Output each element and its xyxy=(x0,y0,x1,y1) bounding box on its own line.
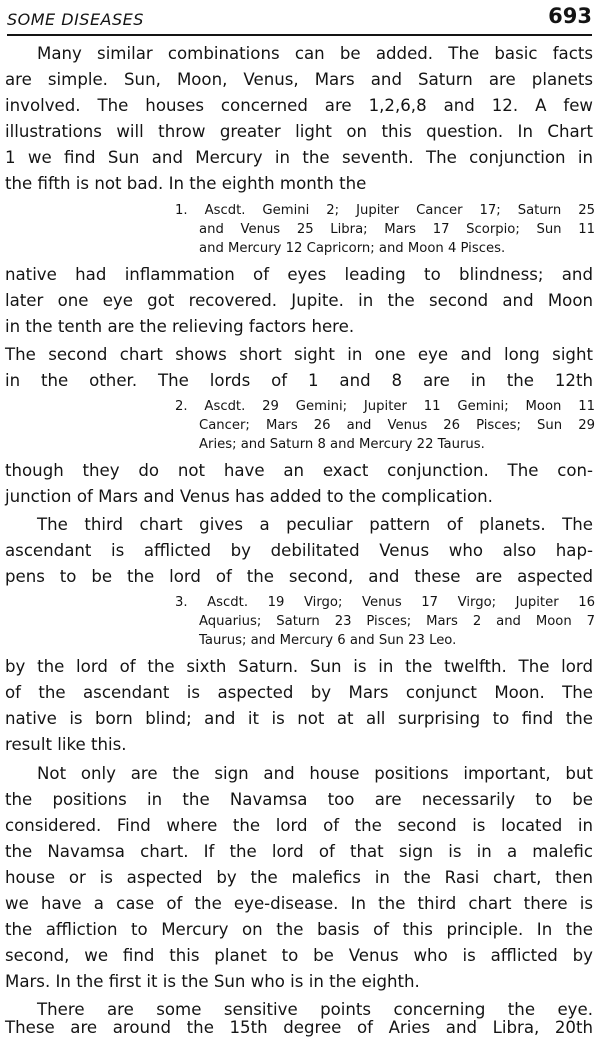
body-text-line: second, we find this planet to be Venus who is afflicted by xyxy=(5,946,593,965)
body-text-line: in the other. The lords of 1 and 8 are in the 12th xyxy=(5,371,593,390)
body-text-line: Many similar combinations can be added. The basic facts xyxy=(37,44,593,63)
body-text-line: result like this. xyxy=(5,735,127,754)
chart-note-line: 3. Ascdt. 19 Virgo; Venus 17 Virgo; Jupiter 16 xyxy=(175,595,595,610)
body-text-line: the affliction to Mercury on the basis of this principle. In the xyxy=(5,920,593,939)
body-text-line: 1 we find Sun and Mercury in the seventh. The conjunction in xyxy=(5,148,593,167)
body-text-line: house or is aspected by the malefics in the Rasi chart, then xyxy=(5,868,593,887)
body-text-line: Mars. In the first it is the Sun who is in the eighth. xyxy=(5,972,420,991)
body-text-line: we have a case of the eye-disease. In the third chart there is xyxy=(5,894,593,913)
page-header xyxy=(7,4,592,32)
body-text-line: the Navamsa chart. If the lord of that sign is in a malefic xyxy=(5,842,593,861)
body-text-line: native had inflammation of eyes leading to blindness; and xyxy=(5,265,593,284)
body-text-line: are simple. Sun, Moon, Venus, Mars and Saturn are planets xyxy=(5,70,593,89)
body-text-line: pens to be the lord of the second, and these are aspected xyxy=(5,567,593,586)
body-text-line: the fifth is not bad. In the eighth month the xyxy=(5,174,367,193)
body-text-line: illustrations will throw greater light on this question. In Chart xyxy=(5,122,593,141)
chart-note-line: Aquarius; Saturn 23 Pisces; Mars 2 and Moon 7 xyxy=(199,614,595,629)
body-text-line: ascendant is afflicted by debilitated Venus who also hap- xyxy=(5,541,593,560)
body-text-line: There are some sensitive points concerning the eye. xyxy=(37,1000,593,1019)
page-number: 693 xyxy=(548,4,592,28)
chart-note-line: and Venus 25 Libra; Mars 17 Scorpio; Sun 11 xyxy=(199,222,595,237)
body-text-line: the positions in the Navamsa too are necessarily to be xyxy=(5,790,593,809)
body-text-line: in the tenth are the relieving factors here. xyxy=(5,317,355,336)
body-text-line: These are around the 15th degree of Aries and Libra, 20th xyxy=(5,1018,593,1037)
chart-note-line: 2. Ascdt. 29 Gemini; Jupiter 11 Gemini; Moon 11 xyxy=(175,399,595,414)
body-text-line: by the lord of the sixth Saturn. Sun is in the twelfth. The lord xyxy=(5,657,593,676)
body-text-line: of the ascendant is aspected by Mars conjunct Moon. The xyxy=(5,683,593,702)
chart-note-line: 1. Ascdt. Gemini 2; Jupiter Cancer 17; Saturn 25 xyxy=(175,203,595,218)
body-text-line: considered. Find where the lord of the second is located in xyxy=(5,816,593,835)
body-text-line: native is born blind; and it is not at all surprising to find the xyxy=(5,709,593,728)
chart-note-line: Taurus; and Mercury 6 and Sun 23 Leo. xyxy=(199,633,457,648)
body-text-line: though they do not have an exact conjunction. The con- xyxy=(5,461,593,480)
chart-note-line: and Mercury 12 Capricorn; and Moon 4 Pisces. xyxy=(199,241,506,256)
body-text-line: The third chart gives a peculiar pattern of planets. The xyxy=(37,515,593,534)
chart-note-line: Cancer; Mars 26 and Venus 26 Pisces; Sun 29 xyxy=(199,418,595,433)
header-rule xyxy=(7,34,592,36)
body-text-line: Not only are the sign and house positions important, but xyxy=(37,764,593,783)
body-text-line: later one eye got recovered. Jupite. in the second and Moon xyxy=(5,291,593,310)
running-head: SOME DISEASES xyxy=(7,10,144,29)
body-text-line: The second chart shows short sight in one eye and long sight xyxy=(5,345,593,364)
body-text-line: involved. The houses concerned are 1,2,6,8 and 12. A few xyxy=(5,96,593,115)
chart-note-line: Aries; and Saturn 8 and Mercury 22 Taurus. xyxy=(199,437,485,452)
body-text-line: junction of Mars and Venus has added to the complication. xyxy=(5,487,493,506)
